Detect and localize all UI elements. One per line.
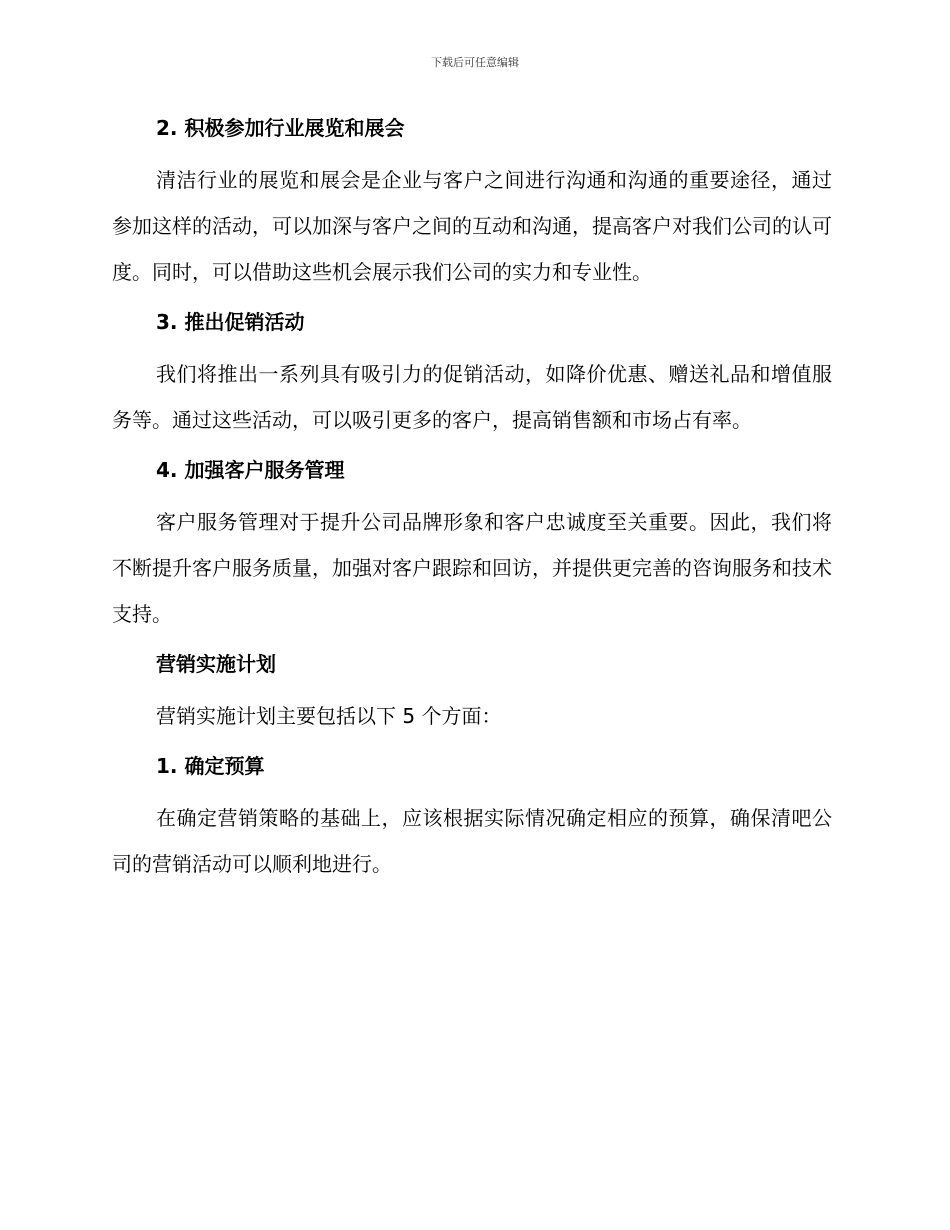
section-body-promotions: 我们将推出一系列具有吸引力的促销活动，如降价优惠、赠送礼品和增值服务等。通过这些活动，可以吸引更多的客户，提高销售额和市场占有率。 bbox=[112, 362, 832, 432]
section-body-customer-service: 客户服务管理对于提升公司品牌形象和客户忠诚度至关重要。因此，我们将不断提升客户服务质量，加强对客户跟踪和回访，并提供更完善的咨询服务和技术支持。 bbox=[112, 510, 832, 626]
section-body-budget: 在确定营销策略的基础上，应该根据实际情况确定相应的预算，确保清吧公司的营销活动可以顺利地进行。 bbox=[112, 806, 832, 876]
page-header-note: 下载后可任意编辑 bbox=[431, 56, 519, 69]
section-heading-exhibitions: 2. 积极参加行业展览和展会 bbox=[156, 116, 405, 140]
section-heading-promotions: 3. 推出促销活动 bbox=[156, 310, 305, 334]
section-heading-budget: 1. 确定预算 bbox=[156, 754, 265, 778]
section-body-exhibitions: 清洁行业的展览和展会是企业与客户之间进行沟通和沟通的重要途径，通过参加这样的活动，可以加深与客户之间的互动和沟通，提高客户对我们公司的认可度。同时，可以借助这些机会展示我们公司的实力和专业性。 bbox=[112, 168, 832, 284]
section-heading-customer-service: 4. 加强客户服务管理 bbox=[156, 458, 345, 482]
document-content bbox=[112, 111, 832, 887]
section-body-implementation-plan: 营销实施计划主要包括以下 5 个方面： bbox=[156, 704, 502, 728]
section-heading-implementation-plan: 营销实施计划 bbox=[156, 652, 276, 676]
